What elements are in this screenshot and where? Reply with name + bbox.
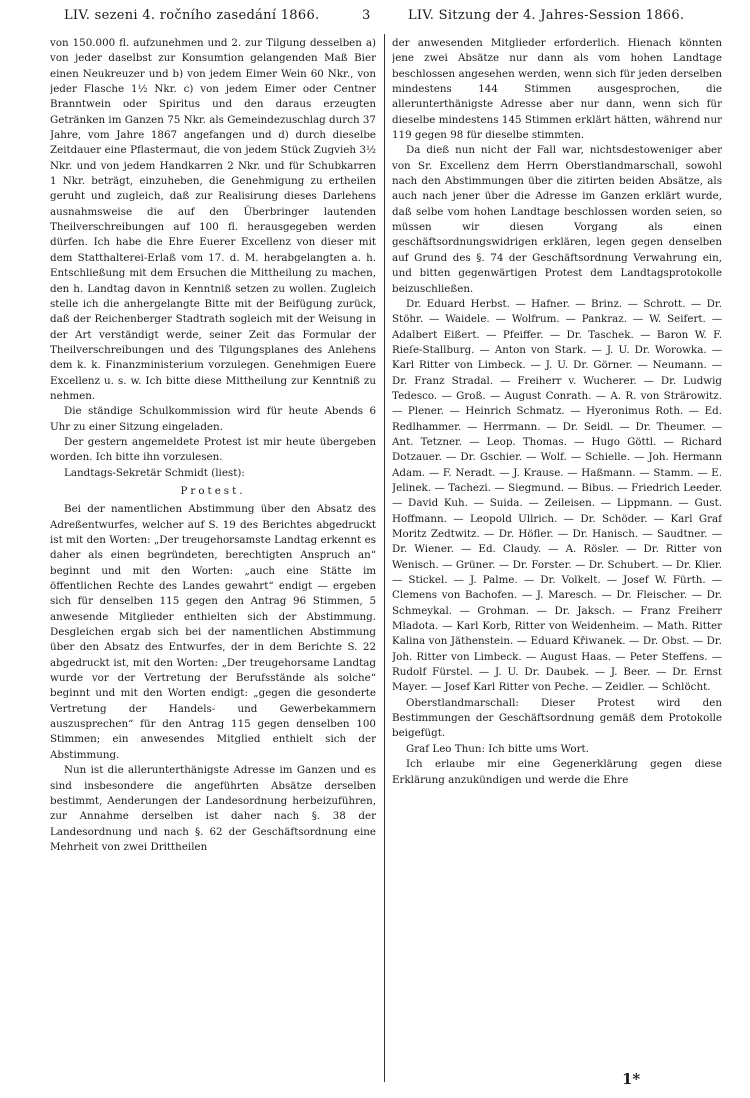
paragraph: von 150.000 fl. aufzunehmen und 2. zur Tilgung desselben a) von jeder daselbst zur Konsumtion gelangenden Maß Bier einen Neukreuzer und b) von jedem Eimer Wein 60 Nkr., von jeder Flasche 1½ Nkr. c) von jedem Eimer oder Centner Branntwein oder Spiritus und den daraus erzeugten Getränken im Ganzen 75 Nkr. als Gemeindezuschlag durch 37 Jahre, vom Jahre 1867 angefangen und d) durch dieselbe Zeitdauer eine Pflastermaut, die von jedem Stück Zugvieh 3½ Nkr. und von jedem Handkarren 2 Nkr. und für Schubkarren 1 Nkr. beträgt, einzuheben, die Genehmigung zu ertheilen geruht und zugleich, daß zur Realisirung dieses Darlehens ausnahmsweise die auf den Überbringer lautenden Theilverschreibungen auf 100 fl. herausgegeben werden dürfen. Ich habe die Ehre Euerer Excellenz von dieser mit dem Statthalterei-Erlaß vom 17. d. M. herabgelangten a. h. Entschließung mit dem Ersuchen die Mittheilung zu machen, den h. Landtag davon in Kenntniß setzen zu wollen. Zugleich stelle ich die anhergelangte Bitte mit der Beifügung zurück, daß der Reichenberger Stadtrath sogleich mit der Weisung in der Art verständigt werde, seiner Zeit das Formular der Theilverschreibungen und des Tilgungsplanes des Anlehens dem k. k. Finanzministerium vorzulegen. Genehmigen Euere Excellenz u. s. w. Ich bitte diese Mittheilung zur Kenntniß zu nehmen. (50, 37, 376, 402)
column-divider (384, 34, 385, 1082)
paragraph: Bei der namentlichen Abstimmung über den Absatz des Adreßentwurfes, welcher auf S. 19 des Berichtes abgedruckt ist mit den Worten: „Der treugehorsamste Landtag erkennt es daher als einen begründeten, berechtigten Anspruch an“ beginnt und mit den Worten: „auch eine Stätte im öffentlichen Rechte des Landes gewahrt“ endigt — ergeben sich für denselben 115 gegen den Antrag 96 Stimmen, 5 anwesende Mitglieder enthielten sich der Abstimmung. Desgleichen ergab sich bei der namentlichen Abstimmung über den Absatz des Entwurfes, der in dem Berichte S. 22 abgedruckt ist, mit den Worten: „Der treugehorsame Landtag wurde vor der Vertretung der Berufsstände als solche“ beginnt und mit den Worten endigt: „gegen die gesonderte Vertretung der Handels- und Gewerbekammern auszusprechen“ für den Antrag 115 gegen denselben 100 Stimmen; ein anwesendes Mitglied enthielt sich der Abstimmung. (50, 503, 376, 761)
section-heading: Protest. (180, 484, 246, 497)
paragraph: Die ständige Schulkommission wird für heute Abends 6 Uhr zu einer Sitzung eingeladen. (50, 405, 376, 433)
left-column (50, 36, 376, 1076)
speaker-line: Oberstlandmarschall: Dieser Protest wird den Bestimmungen der Geschäftsordnung gemäß dem Protokolle beigefügt. (392, 696, 722, 740)
paragraph: der anwesenden Mitglieder erforderlich. Hienach könnten jene zwei Absätze nur dann als vom hohen Landtage beschlossen angesehen werden, wenn sich für jeden derselben mindestens 144 Stimmen ausgesprochen, die allerunterthänigste Adresse aber nur dann, wenn sich für dieselbe mindestens 145 Stimmen erklärt hätten, während nur 119 gegen 98 für dieselbe stimmten. (392, 37, 722, 142)
paragraph: Der gestern angemeldete Protest ist mir heute übergeben worden. Ich bitte ihn vorzulesen. (50, 435, 376, 464)
header-german: LIV. Sitzung der 4. Jahres-Session 1866. (408, 8, 685, 23)
paragraph: Nun ist die allerunterthänigste Adresse im Ganzen und es sind insbesondere die angeführten Absätze derselben bestimmt, Aenderungen der Landesordnung herbeizuführen, zur Annahme derselben ist daher nach §. 38 der Landesordnung und nach §. 62 der Geschäftsordnung eine Mehrheit von zwei Drittheilen (50, 764, 376, 853)
signature-mark: 1* (622, 1070, 641, 1088)
paragraph: Ich erlaube mir eine Gegenerklärung gegen diese Erklärung anzukündigen und werde die Ehre (392, 758, 722, 786)
page-number: 3 (362, 8, 371, 23)
paragraph: Da dieß nun nicht der Fall war, nichtsdestoweniger aber von Sr. Excellenz dem Herrn Oberstlandmarschall, sowohl nach den Abstimmungen über die zitirten beiden Absätze, als auch nach jener über die Adresse im Ganzen erklärt wurde, daß selbe vom hohen Landtage beschlossen worden seien, so müssen wir diesen Vorgang als einen geschäftsordnungswidrigen erklären, legen gegen denselben auf Grund des §. 74 der Geschäftsordnung Verwahrung ein, und bitten gegenwärtigen Protest dem Landtagsprotokolle beizuschließen. (392, 144, 722, 295)
right-column (392, 36, 722, 1076)
signatories-list: Dr. Eduard Herbst. — Hafner. — Brinz. — Schrott. — Dr. Stöhr. — Waidele. — Wolfrum. — Pankraz. — W. Seifert. — Adalbert Eißert. — Pfeiffer. — Dr. Taschek. — Baron W. F. Rieſe-Stallburg. — Anton von Stark. — J. U. Dr. Worowka. — Karl Ritter von Limbeck. — J. U. Dr. Görner. — Neumann. — Dr. Franz Stradal. — Freiherr v. Wucherer. — Dr. Ludwig Tedesco. — Groß. — August Conrath. — A. R. von Strärowitz. — Plener. — Heinrich Schmatz. — Hyeronimus Roth. — Ed. Redlhammer. — Herrmann. — Dr. Seidl. — Dr. Theumer. — Ant. Tetzner. — Leop. Thomas. — Hugo Göttl. — Richard Dotzauer. — Dr. Gschier. — Wolf. — Schielle. — Joh. Hermann Adam. — F. Neradt. — J. Krause. — Haßmann. — Stamm. — E. Jelinek. — Tachezi. — Siegmund. — Bibus. — Friedrich Leeder. — David Kuh. — Suida. — Zeileisen. — Lippmann. — Gust. Hoffmann. — Leopold Ullrich. — Dr. Schöder. — Karl Graf Moritz Zedtwitz. — Dr. Höfler. — Dr. Hanisch. — Saudtner. — Dr. Wiener. — Ed. Claudy. — A. Rösler. — Dr. Ritter von Wenisch. — Grüner. — Dr. Forster. — Dr. Schubert. — Dr. Klier. — Stickel. — J. Palme. — Dr. Volkelt. — Josef W. Fürth. — Clemens von Bachofen. — J. Maresch. — Dr. Fleischer. — Dr. Schmeykal. — Grohman. — Dr. Jaksch. — Franz Freiherr Mladota. — Karl Korb, Ritter von Weidenheim. — Math. Ritter Kalina von Jäthenstein. — Eduard Křiwanek. — Dr. Obst. — Dr. Joh. Ritter von Limbeck. — August Haas. — Peter Steffens. — Rudolf Fürstel. — J. U. Dr. Daubek. — J. Beer. — Dr. Ernst Mayer. — Josef Karl Ritter von Peche. — Zeidler. — Schlöcht. (392, 297, 722, 694)
speaker-line: Graf Leo Thun: Ich bitte ums Wort. (406, 742, 589, 755)
header-czech: LIV. sezeni 4. ročního zasedání 1866. (64, 8, 320, 23)
speaker-line: Landtags-Sekretär Schmidt (liest): (64, 466, 245, 479)
